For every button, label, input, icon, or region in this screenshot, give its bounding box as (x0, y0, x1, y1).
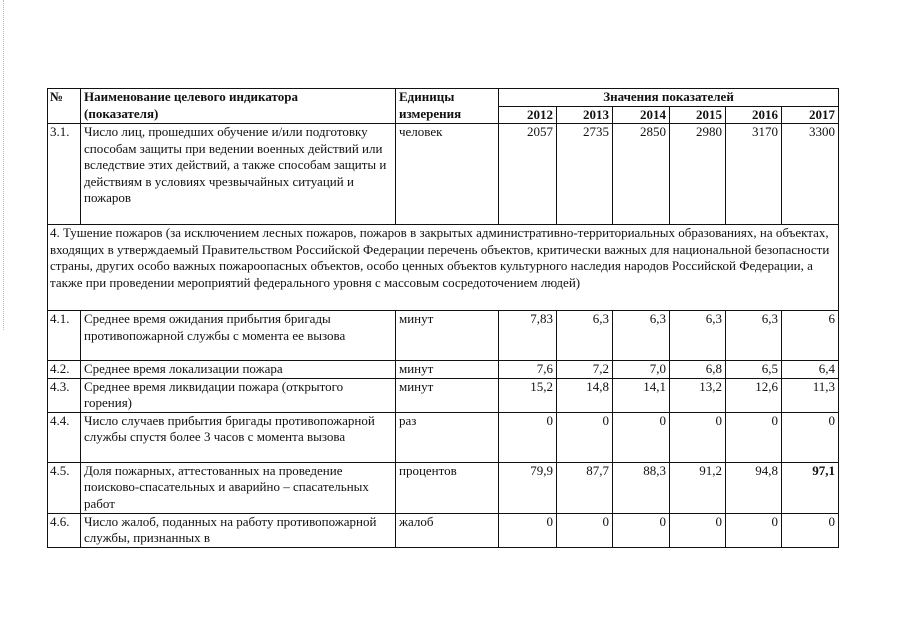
row-value: 79,9 (499, 462, 557, 513)
row-value: 7,83 (499, 311, 557, 361)
row-value: 6,4 (782, 361, 839, 379)
table-row-4-5 (48, 462, 839, 513)
table-row-4-2 (48, 361, 839, 379)
row-value: 88,3 (613, 462, 670, 513)
section-4-row (48, 225, 839, 311)
header-num: № (48, 89, 81, 124)
row-value: 0 (782, 513, 839, 547)
header-values-title: Значения показателей (499, 89, 839, 107)
row-value: 3170 (726, 124, 782, 225)
header-year: 2012 (499, 106, 557, 124)
table-row-4-4 (48, 412, 839, 462)
row-value: 0 (670, 412, 726, 462)
row-unit: минут (396, 378, 499, 412)
row-value: 2980 (670, 124, 726, 225)
row-value: 6,3 (726, 311, 782, 361)
table-row-3-1 (48, 124, 839, 225)
table-row-4-1 (48, 311, 839, 361)
row-value: 6,3 (557, 311, 613, 361)
row-value: 0 (670, 513, 726, 547)
header-year: 2016 (726, 106, 782, 124)
header-unit (396, 89, 499, 124)
row-value: 13,2 (670, 378, 726, 412)
row-value: 0 (613, 513, 670, 547)
row-unit: минут (396, 361, 499, 379)
header-row-1 (48, 89, 839, 107)
row-value: 0 (726, 412, 782, 462)
row-value: 0 (557, 412, 613, 462)
row-value: 6,3 (670, 311, 726, 361)
row-value: 97,1 (782, 462, 839, 513)
row-unit: жалоб (396, 513, 499, 547)
row-indicator-name: Число жалоб, поданных на работу противопожарной службы, признанных в (81, 513, 396, 547)
row-value: 7,6 (499, 361, 557, 379)
row-value: 6,5 (726, 361, 782, 379)
row-value: 14,1 (613, 378, 670, 412)
row-value: 0 (613, 412, 670, 462)
row-number: 3.1. (48, 124, 81, 225)
row-value: 7,0 (613, 361, 670, 379)
row-value: 6,3 (613, 311, 670, 361)
row-unit: человек (396, 124, 499, 225)
row-indicator-name: Среднее время ожидания прибытия бригады противопожарной службы с момента ее вызова (81, 311, 396, 361)
row-indicator-name: Среднее время ликвидации пожара (открытого горения) (81, 378, 396, 412)
header-year: 2017 (782, 106, 839, 124)
header-year: 2013 (557, 106, 613, 124)
section-4-title: 4. Тушение пожаров (за исключением лесных пожаров, пожаров в закрытых административно-территориальных образованиях, на объектах, входящих в утверждаемый Правительством Российской Федерации перечень объектов, критически важных для национальной безопасности страны, других особо важных пожароопасных объектов, особо ценных объектов культурного наследия народов Российской Федерации, а также при проведении мероприятий федерального уровня с массовым сосредоточением людей) (48, 225, 839, 311)
row-number: 4.4. (48, 412, 81, 462)
row-value: 14,8 (557, 378, 613, 412)
indicators-table (47, 88, 839, 548)
row-value: 87,7 (557, 462, 613, 513)
row-value: 15,2 (499, 378, 557, 412)
header-year: 2015 (670, 106, 726, 124)
row-unit: раз (396, 412, 499, 462)
header-year: 2014 (613, 106, 670, 124)
row-value: 91,2 (670, 462, 726, 513)
table-row-4-6 (48, 513, 839, 547)
row-indicator-name: Число лиц, прошедших обучение и/или подготовку способам защиты при ведении военных действий или вследствие этих действий, а также способам защиты и действиям в условиях чрезвычайных ситуаций и пожаров (81, 124, 396, 225)
header-indicator-name (81, 89, 396, 124)
row-number: 4.5. (48, 462, 81, 513)
header-name-line1: Наименование целевого индикатора (84, 89, 298, 104)
row-number: 4.3. (48, 378, 81, 412)
row-value: 0 (499, 412, 557, 462)
row-value: 0 (557, 513, 613, 547)
row-value: 3300 (782, 124, 839, 225)
row-number: 4.6. (48, 513, 81, 547)
row-unit: процентов (396, 462, 499, 513)
row-unit: минут (396, 311, 499, 361)
row-value: 6,8 (670, 361, 726, 379)
row-indicator-name: Среднее время локализации пожара (81, 361, 396, 379)
row-indicator-name: Доля пожарных, аттестованных на проведение поисково-спасательных и аварийно – спасательных работ (81, 462, 396, 513)
row-value: 2057 (499, 124, 557, 225)
table-row-4-3 (48, 378, 839, 412)
row-value: 94,8 (726, 462, 782, 513)
row-value: 6 (782, 311, 839, 361)
row-value: 2850 (613, 124, 670, 225)
row-value: 0 (782, 412, 839, 462)
row-indicator-name: Число случаев прибытия бригады противопожарной службы спустя более 3 часов с момента вызова (81, 412, 396, 462)
header-unit-line1: Единицы (399, 89, 455, 104)
row-value: 7,2 (557, 361, 613, 379)
row-value: 0 (726, 513, 782, 547)
row-number: 4.2. (48, 361, 81, 379)
row-value: 11,3 (782, 378, 839, 412)
row-value: 2735 (557, 124, 613, 225)
row-value: 12,6 (726, 378, 782, 412)
scan-edge-mark (3, 0, 5, 330)
header-unit-line2: измерения (399, 105, 462, 121)
header-name-line2: (показателя) (84, 105, 159, 121)
row-value: 0 (499, 513, 557, 547)
row-number: 4.1. (48, 311, 81, 361)
